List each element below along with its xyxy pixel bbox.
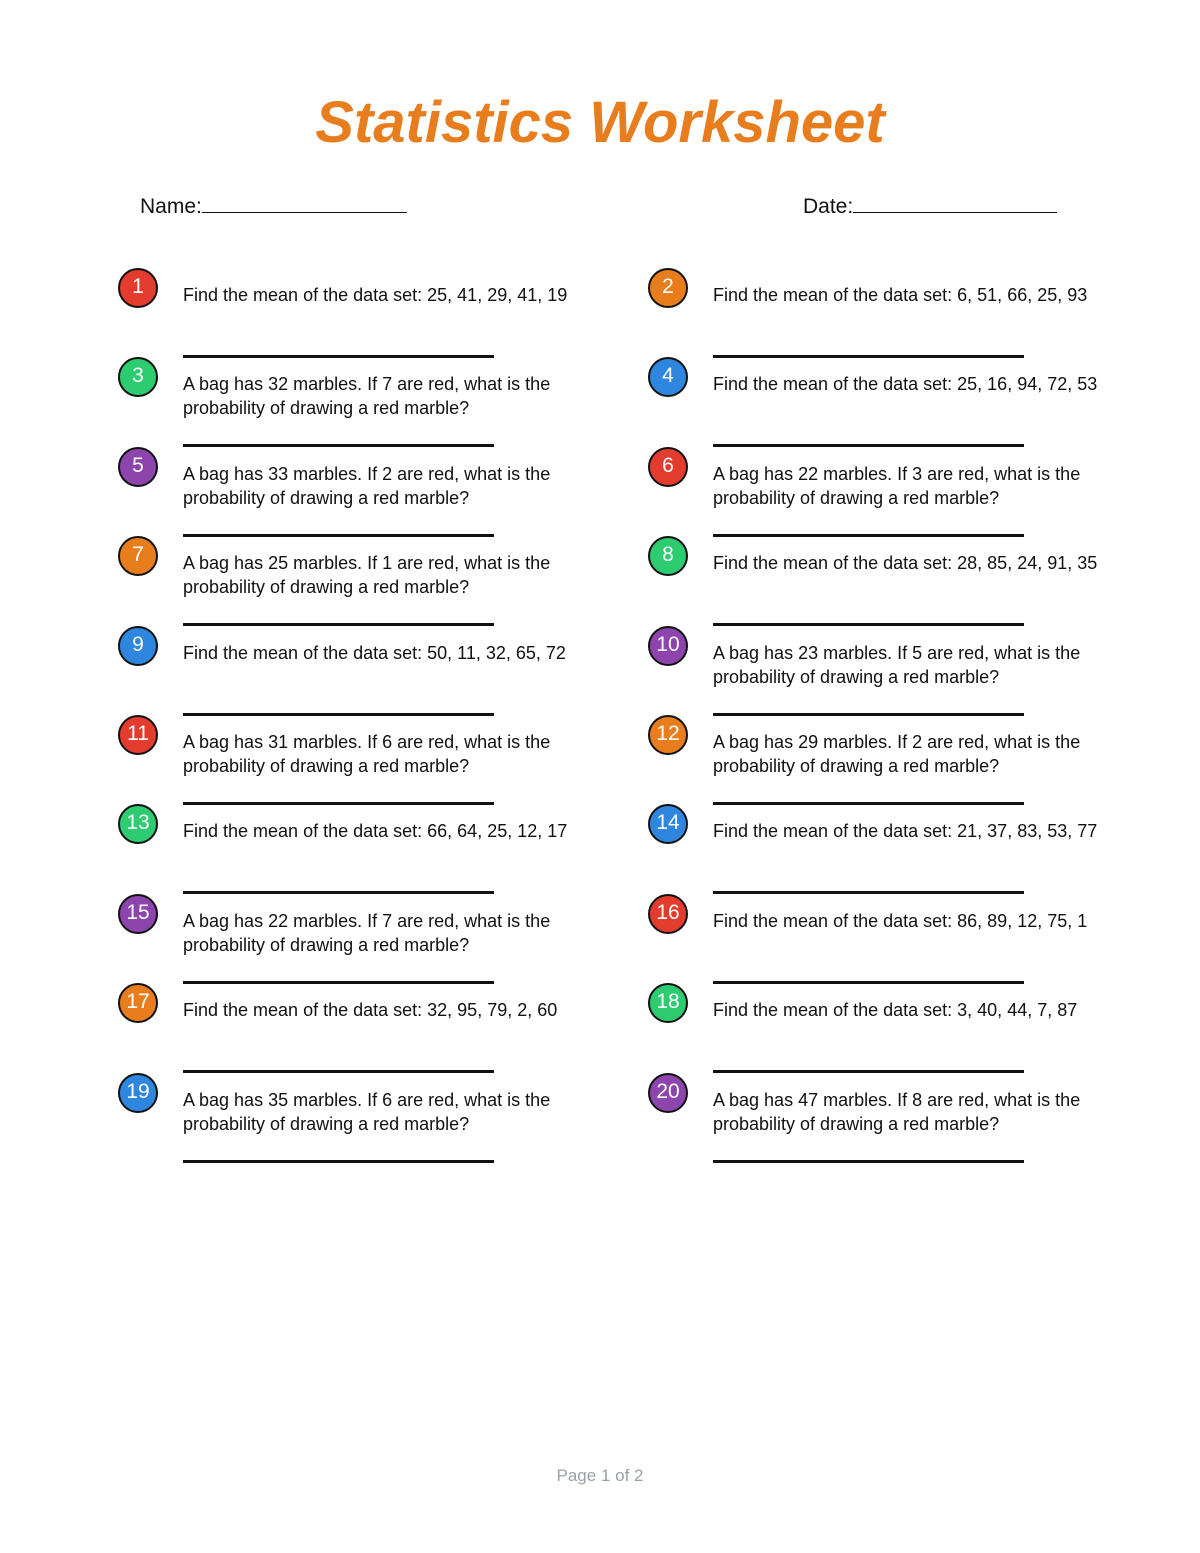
problems-column-left [118,268,598,1162]
problem-text: Find the mean of the data set: 3, 40, 44, 7, 87 [713,1000,1078,1021]
problem-number-badge: 5 [118,447,158,487]
answer-line[interactable] [183,1160,494,1163]
date-field [803,192,1057,220]
problem-item [648,1073,1128,1162]
problem-item [648,804,1128,893]
problem-text: A bag has 23 marbles. If 5 are red, what is the probability of drawing a red marble? [713,642,1081,687]
problem-number-badge: 4 [648,357,688,397]
problem-text: A bag has 25 marbles. If 1 are red, what is the probability of drawing a red marble? [183,553,551,598]
name-field [140,192,407,220]
problem-text: Find the mean of the data set: 66, 64, 25, 12, 17 [183,821,568,842]
problem-item [118,357,598,446]
problem-text: Find the mean of the data set: 28, 85, 24, 91, 35 [713,553,1098,574]
problem-text: Find the mean of the data set: 6, 51, 66, 25, 93 [713,285,1088,305]
problem-number-badge: 14 [648,804,688,844]
problem-item [648,536,1128,625]
problem-text: A bag has 33 marbles. If 2 are red, what is the probability of drawing a red marble? [183,463,551,508]
answer-line[interactable] [713,1160,1024,1163]
problem-item [118,1073,598,1162]
problem-number-badge: 1 [118,268,158,308]
problem-item [118,626,598,715]
name-blank[interactable] [202,192,407,213]
problem-item [648,447,1128,536]
problem-number-badge: 15 [118,894,158,934]
problem-number-badge: 3 [118,357,158,397]
date-blank[interactable] [853,192,1057,213]
problem-text: A bag has 22 marbles. If 3 are red, what is the probability of drawing a red marble? [713,463,1081,508]
problem-item [118,804,598,893]
problem-text: A bag has 29 marbles. If 2 are red, what is the probability of drawing a red marble? [713,731,1081,776]
problem-text: Find the mean of the data set: 21, 37, 83, 53, 77 [713,821,1098,842]
problem-text: A bag has 35 marbles. If 6 are red, what is the probability of drawing a red marble? [183,1089,551,1134]
problem-item [648,357,1128,446]
problems-column-right [648,268,1128,1162]
problem-text: A bag has 47 marbles. If 8 are red, what is the probability of drawing a red marble? [713,1089,1081,1134]
problem-number-badge: 8 [648,536,688,576]
problem-number-badge: 13 [118,804,158,844]
problem-text: A bag has 22 marbles. If 7 are red, what is the probability of drawing a red marble? [183,910,551,955]
problem-text: Find the mean of the data set: 32, 95, 79, 2, 60 [183,1000,558,1021]
name-label: Name: [140,195,202,218]
problem-text: A bag has 32 marbles. If 7 are red, what is the probability of drawing a red marble? [183,374,551,419]
problem-item [118,447,598,536]
problem-item [118,983,598,1072]
problem-number-badge: 2 [648,268,688,308]
worksheet-title: Statistics Worksheet [315,90,885,155]
problem-number-badge: 11 [118,715,158,755]
problem-text: Find the mean of the data set: 25, 41, 29, 41, 19 [183,285,568,305]
page-number: Page 1 of 2 [556,1466,644,1485]
problem-item [118,894,598,983]
date-label: Date: [803,195,854,218]
problem-number-badge: 10 [648,626,688,666]
problem-text: A bag has 31 marbles. If 6 are red, what is the probability of drawing a red marble? [183,731,551,776]
problem-number-badge: 7 [118,536,158,576]
problem-number-badge: 16 [648,894,688,934]
problem-text: Find the mean of the data set: 86, 89, 12, 75, 1 [713,910,1088,931]
problem-item [118,715,598,804]
problem-number-badge: 18 [648,983,688,1023]
problem-item [118,536,598,625]
problem-text: Find the mean of the data set: 50, 11, 32, 65, 72 [183,642,566,663]
problem-number-badge: 6 [648,447,688,487]
problem-number-badge: 17 [118,983,158,1023]
problem-number-badge: 9 [118,626,158,666]
problem-item [648,268,1128,357]
problem-number-badge: 19 [118,1073,158,1113]
problem-item [648,983,1128,1072]
problem-number-badge: 12 [648,715,688,755]
problem-item [118,268,598,357]
problem-number-badge: 20 [648,1073,688,1113]
problem-text: Find the mean of the data set: 25, 16, 94, 72, 53 [713,374,1098,395]
problem-item [648,626,1128,715]
problem-item [648,894,1128,983]
problem-item [648,715,1128,804]
